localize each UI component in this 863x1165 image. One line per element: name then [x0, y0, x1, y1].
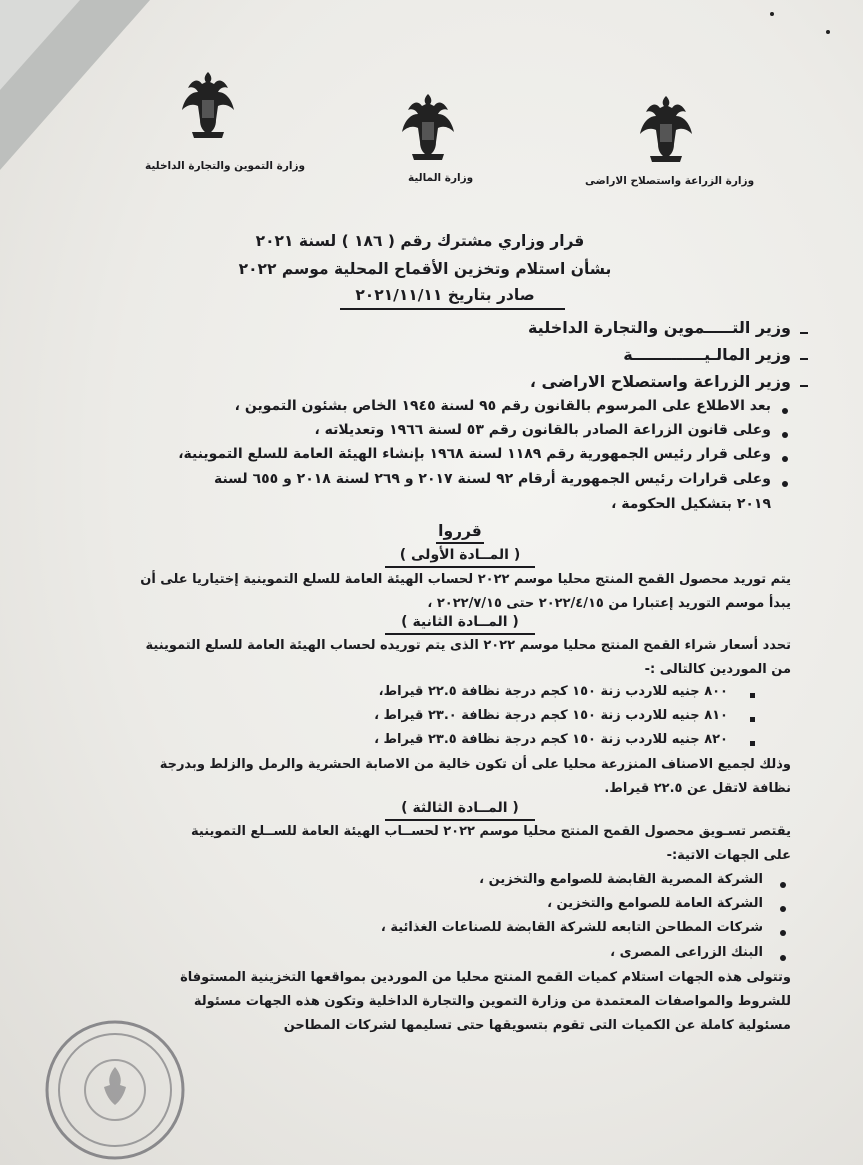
decree-title: قرار وزاري مشترك رقم ( ١٨٦ ) لسنة ٢٠٢١ [255, 232, 585, 250]
article1-heading: ( المــادة الأولى ) [399, 547, 521, 563]
list-bullet [780, 930, 786, 936]
list-bullet [782, 408, 788, 414]
list-dash [800, 358, 808, 360]
signatory-finance: وزير المالـيـــــــــــــة [623, 345, 791, 364]
article3-line: يقتصر تسـويق محصول القمح المنتج محليا موسم ٢٠٢٢ لحســاب الهيئة العامة للســلع التموينية [191, 824, 791, 839]
recital-item: بعد الاطلاع على المرسوم بالقانون رقم ٩٥ لسنة ١٩٤٥ الخاص بشئون التموين ، [234, 398, 771, 414]
article-underline [385, 633, 535, 635]
price-bullet [750, 693, 755, 698]
ministry-supply-label: وزارة التموين والتجارة الداخلية [145, 160, 306, 172]
price-item: ٨٢٠ جنيه للاردب زنة ١٥٠ كجم درجة نظافة ٢٣.٥ قيراط ، [374, 732, 728, 747]
price-item: ٨١٠ جنيه للاردب زنة ١٥٠ كجم درجة نظافة ٢٣.٠ قيراط ، [374, 708, 728, 723]
recital-item: وعلى قانون الزراعة الصادر بالقانون رقم ٥٣ لسنة ١٩٦٦ وتعديلاته ، [314, 422, 771, 438]
decree-subject: بشأن استلام وتخزين الأقماح المحلية موسم ٢٠٢٢ [238, 260, 612, 278]
speck [826, 30, 830, 34]
article3-closing: للشروط والمواصفات المعتمدة من وزارة التموين والتجارة الداخلية وتكون هذه الجهات مسئولة [193, 994, 791, 1009]
ministry-finance-label: وزارة المالية [408, 172, 474, 184]
list-dash [800, 332, 808, 334]
official-seal-stamp [40, 1015, 190, 1165]
article2-line: من الموردين كالتالى :- [644, 662, 791, 677]
decided-underline [436, 542, 484, 544]
article-underline [385, 566, 535, 568]
entity-item: الشركة العامة للصوامع والتخزين ، [547, 896, 763, 911]
list-bullet [780, 882, 786, 888]
signatory-agriculture: وزير الزراعة واستصلاح الاراضى ، [529, 372, 791, 391]
list-bullet [782, 456, 788, 462]
recital-item-continued: ٢٠١٩ بتشكيل الحكومة ، [611, 496, 771, 512]
price-item: ٨٠٠ جنيه للاردب زنة ١٥٠ كجم درجة نظافة ٢٢.٥ قيراط، [378, 684, 728, 699]
article2-note: وذلك لجميع الاصناف المنزرعة محليا على أن تكون خالية من الاصابة الحشرية والرمل والزلط وبدرجة [159, 757, 791, 772]
price-bullet [750, 717, 755, 722]
article-underline [385, 819, 535, 821]
signatory-supply: وزير التـــــموين والتجارة الداخلية [527, 318, 791, 337]
article3-closing: وتتولى هذه الجهات استلام كميات القمح المنتج محليا من الموردين بمواقعها التخزينية المستوفاة [180, 970, 791, 985]
entity-item: البنك الزراعى المصرى ، [610, 945, 763, 960]
list-bullet [780, 906, 786, 912]
recital-item: وعلى قرارات رئيس الجمهورية أرقام ٩٢ لسنة ٢٠١٧ و ٢٦٩ لسنة ٢٠١٨ و ٦٥٥ لسنة [213, 471, 771, 487]
date-underline [340, 308, 565, 310]
speck [770, 12, 774, 16]
article2-note: نظافة لاتقل عن ٢٢.٥ قيراط. [604, 781, 791, 796]
entity-item: الشركة المصرية القابضة للصوامع والتخزين ، [479, 872, 763, 887]
entity-item: شركات المطاحن التابعه للشركة القابضة للصناعات الغذائية ، [380, 920, 763, 935]
list-bullet [782, 481, 788, 487]
list-dash [800, 385, 808, 387]
eagle-emblem-icon [636, 94, 696, 166]
article3-heading: ( المــادة الثالثة ) [401, 800, 519, 816]
eagle-emblem-icon [398, 92, 458, 164]
price-bullet [750, 741, 755, 746]
article3-closing: مسئولية كاملة عن الكميات التى تقوم بتسويقها حتى تسليمها لشركات المطاحن [283, 1018, 791, 1033]
decided-heading: قرروا [438, 522, 482, 540]
article1-line: يتم توريد محصول القمح المنتج محليا موسم ٢٠٢٢ لحساب الهيئة العامة للسلع التموينية إختياريا على أن [140, 572, 791, 587]
eagle-emblem-icon [178, 70, 238, 142]
decree-issue-date: صادر بتاريخ ٢٠٢١/١١/١١ [355, 286, 535, 304]
article1-line: يبدأ موسم التوريد إعتبارا من ٢٠٢٢/٤/١٥ حتى ٢٠٢٢/٧/١٥ ، [427, 596, 791, 611]
recital-item: وعلى قرار رئيس الجمهورية رقم ١١٨٩ لسنة ١٩٦٨ بإنشاء الهيئة العامة للسلع التموينية، [178, 446, 771, 462]
paper-fold-highlight [0, 0, 80, 90]
list-bullet [780, 955, 786, 961]
article3-line: على الجهات الاتية:- [666, 848, 791, 863]
ministry-agriculture-label: وزارة الزراعة واستصلاح الاراضى [585, 175, 755, 187]
article2-heading: ( المــادة الثانية ) [401, 614, 519, 630]
article2-line: تحدد أسعار شراء القمح المنتج محليا موسم ٢٠٢٢ الذى يتم توريده لحساب الهيئة العامة للسلع التموينية [145, 638, 791, 653]
list-bullet [782, 432, 788, 438]
